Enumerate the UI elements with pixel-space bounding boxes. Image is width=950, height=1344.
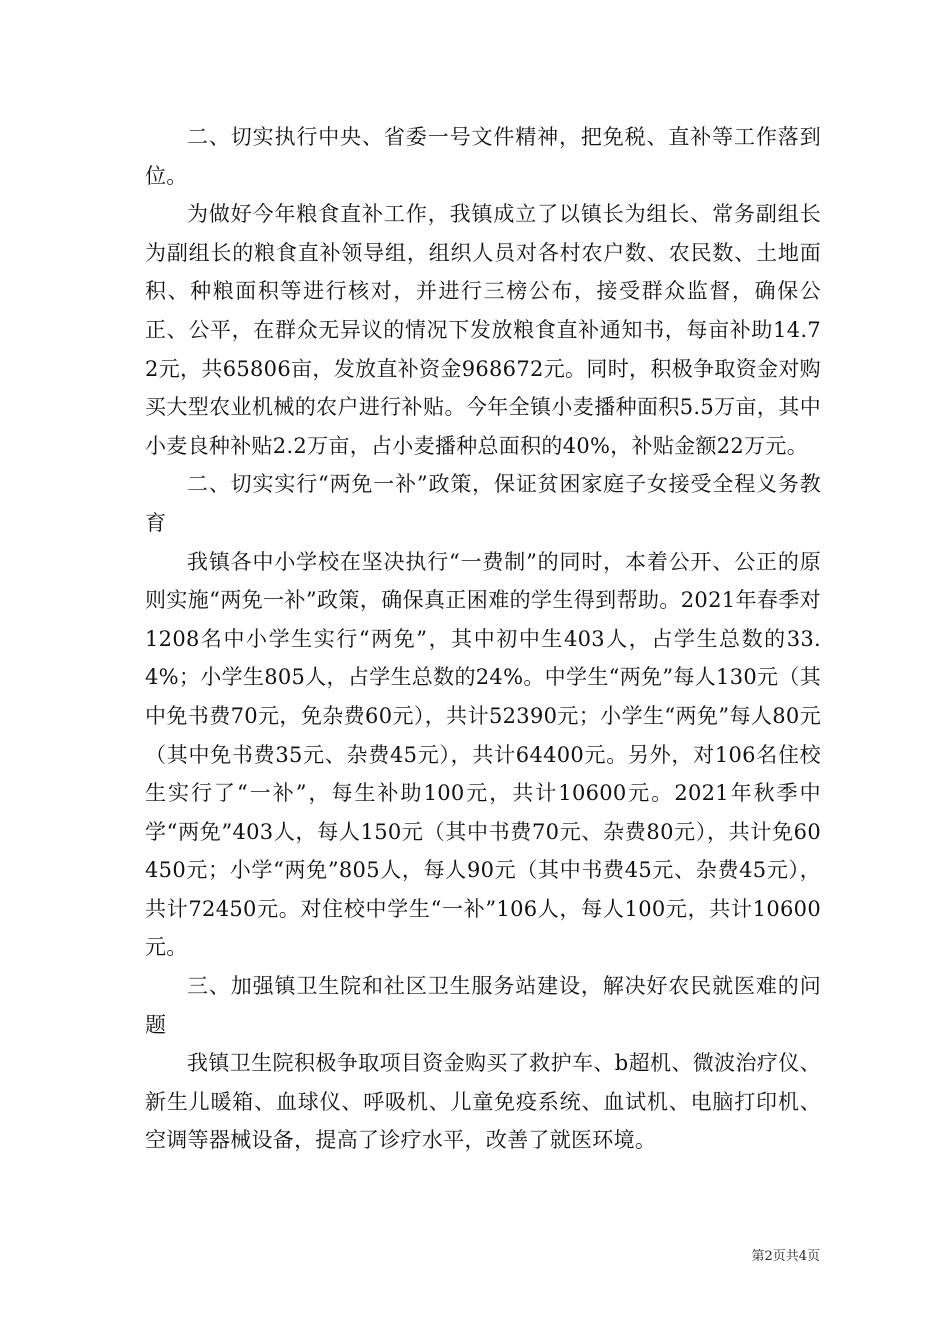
paragraph-grain-subsidy: 为做好今年粮食直补工作，我镇成立了以镇长为组长、常务副组长为副组长的粮食直补领导组，组织人员对各村农户数、农民数、土地面积、种粮面积等进行核对，并进行三榜公布，接受群众监督，确保公正、公平，在群众无异议的情况下发放粮食直补通知书，每亩补助14.72元，共65806亩，发放直补资金968672元。同时，积极争取资金对购买大型农业机械的农户进行补贴。今年全镇小麦播种面积5.5万亩，其中小麦良种补贴2.2万亩，占小麦播种总面积的40%，补贴金额22万元。 [145,202,821,458]
section-heading-two-exemptions: 二、切实实行“两免一补”政策，保证贫困家庭子女接受全程义务教育 [145,472,821,535]
paragraph-health-equipment: 我镇卫生院积极争取项目资金购买了救护车、b超机、微波治疗仪、新生儿暖箱、血球仪、呼吸机、儿童免疫系统、血试机、电脑打印机、空调等器械设备，提高了诊疗水平，改善了就医环境。 [145,1051,821,1153]
page-number-footer: 第2页共4页 [751,1249,820,1264]
paragraph-education-subsidy: 我镇各中小学校在坚决执行“一费制”的同时，本着公开、公正的原则实施“两免一补”政策，确保真正困难的学生得到帮助。2021年春季对1208名中小学生实行“两免”，其中初中生403人，占学生总数的33.4%；小学生805人，占学生总数的24%。中学生“两免”每人130元（其中免书费70元，免杂费60元），共计52390元；小学生“两免”每人80元（其中免书费35元、杂费45元），共计64400元。另外，对106名住校生实行了“一补”，每生补助100元，共计10600元。2021年秋季中学“两免”403人，每人150元（其中书费70元、杂费80元），共计免60450元；小学“两免”805人，每人90元（其中书费45元、杂费45元），共计72450元。对住校中学生“一补”106人，每人100元，共计10600元。 [145,549,821,960]
document-body [145,118,821,1160]
section-heading-health-center: 三、加强镇卫生院和社区卫生服务站建设，解决好农民就医难的问题 [145,974,821,1037]
section-heading-tax-subsidy: 二、切实执行中央、省委一号文件精神，把免税、直补等工作落到位。 [145,125,821,188]
